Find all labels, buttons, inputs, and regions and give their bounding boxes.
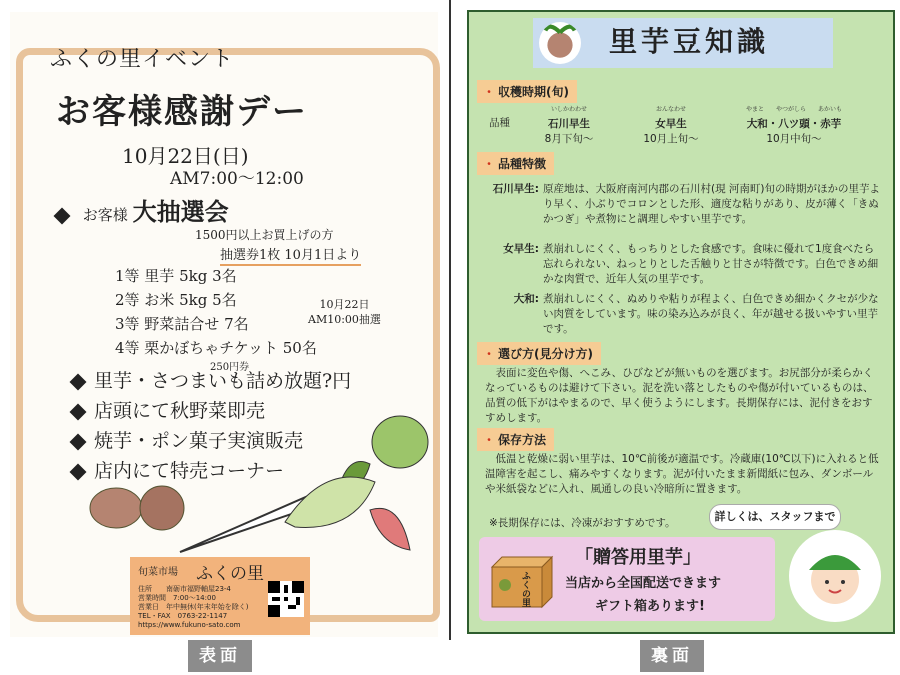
variety-item: おんなわせ 女早生 10月上旬〜 (643, 106, 699, 145)
variety-item: やまと やつがしら あかいも 大和・八ツ頭・赤芋 10月中旬〜 (745, 106, 842, 145)
section-choose-heading: ・ 選び方(見分け方) (477, 342, 601, 365)
taro-character-icon (539, 22, 581, 64)
gift-line2: ギフト箱あります! (595, 599, 705, 614)
feature-text: 原産地は、大阪府南河内郡の石川村(現 河南町)旬の時期がほかの里芋より早く、小ぶりでコロンとした形、適度な粘りがあり、皮が薄く「きぬかつぎ」や煮物にと調理しやすい里芋です。 (543, 183, 881, 225)
vegetable-illustration (70, 412, 430, 562)
back-flyer (467, 10, 895, 634)
feature-name: 石川早生: (492, 183, 539, 195)
draw-time: AM10:00抽選 (308, 313, 381, 326)
section-features-heading: ・ 品種特徴 (477, 152, 554, 175)
prize-item: 4等 栗かぼちゃチケット 50名 (115, 339, 317, 357)
shop-type: 旬菜市場 (138, 567, 178, 578)
cabbage-icon (372, 416, 428, 468)
prize-item: 3等 野菜詰合せ 7名 (115, 315, 249, 333)
variety-item: いしかわわせ 石川早生 8月下旬〜 (544, 106, 594, 145)
shop-info-box (130, 557, 310, 635)
event-title: お客様感謝デー (56, 92, 308, 132)
staff-speech-bubble: 詳しくは、スタッフまで (709, 504, 841, 530)
feature-text: 煮崩れしにくく、ぬめりや粘りが程よく、白色できめ細かくクセが少ない肉質をしています。味の染み込みが良く、年が越せる扱いやすい里芋です。 (543, 293, 879, 335)
event-item: 焼芋・ポン菓子実演販売 (72, 426, 351, 456)
prize4-note: 250円券 (210, 362, 250, 373)
event-item: 店内にて特売コーナー (72, 456, 351, 486)
event-item: 里芋・さつまいも詰め放題?円 (72, 366, 351, 396)
draw-date: 10月22日 (319, 298, 370, 311)
front-label: 表面 (188, 640, 252, 672)
front-flyer (10, 12, 438, 637)
draw-schedule (308, 297, 381, 327)
event-time: AM7:00〜12:00 (170, 169, 304, 189)
section-storage-heading: ・ 保存方法 (477, 428, 554, 451)
feature-name: 大和: (513, 293, 539, 305)
event-item: 店頭にて秋野菜即売 (72, 396, 351, 426)
potato-icon (90, 488, 142, 528)
divider (449, 0, 451, 640)
gift-box-label: ふくの里 (520, 571, 530, 607)
variety-label: 品種 (489, 117, 510, 129)
gift-line1: 当店から全国配送できます (565, 576, 722, 591)
diamond-bullet-icon (54, 208, 71, 225)
feature-text: 煮崩れしにくく、もっちりとした食感です。食味に優れて1度食べたら忘れられない、ねっとりとした舌触りと甘さが特徴です。白色できめ細かな肉質で、近年人気の里芋です。 (543, 243, 879, 285)
event-name: ふくの里イベント (50, 47, 235, 72)
bullet-dot-icon: ・ (483, 347, 496, 361)
storage-note: ※長期保存には、冷凍がおすすめです。 (489, 517, 676, 529)
bullet-dot-icon: ・ (483, 157, 496, 171)
prize-item: 2等 お米 5kg 5名 (115, 291, 237, 309)
storage-text: 低温と乾燥に弱い里芋は、10℃前後が適温です。冷蔵庫(10℃以下)に入れると低温障害を起こし、痛みやすくなります。泥が付いたまま新聞紙に包み、ダンボールや米紙袋などに入れ、風通しの良い冷暗所に置きます。 (485, 453, 879, 495)
prize-list (115, 264, 317, 360)
shop-details: 住所 南砺市福野軸屋23-4 営業時間 7:00〜14:00 営業日 年中無休(年末年始を除く) TEL・FAX 0763-22-1147 https://www.fukuno-sato.com (138, 585, 249, 629)
lottery-heading (56, 192, 229, 227)
choose-text: 表面に変色や傷、へこみ、ひびなどが無いものを選びます。お尻部分が柔らかくなっているものは避けて下さい。泥を洗い落としたものや傷が付いているものは、品質の低下がはやまるので、早く使うようにします。長期保存には、泥付きをおすすめします。 (485, 367, 874, 424)
prize-item: 1等 里芋 5kg 3名 (115, 267, 237, 285)
lottery-ticket: 抽選券1枚 10月1日より (220, 244, 361, 266)
event-date: 10月22日(日) (122, 144, 249, 168)
bullet-dot-icon: ・ (483, 85, 496, 99)
diamond-bullet-icon (70, 374, 87, 391)
shop-name: ふくの里 (196, 564, 264, 584)
feature-name: 女早生: (503, 243, 539, 255)
sweet-potato-icon (370, 508, 410, 550)
back-label: 裏面 (640, 640, 704, 672)
potato-icon (140, 486, 184, 530)
gift-title: 「贈答用里芋」 (575, 547, 701, 568)
back-title: 里芋豆知識 (609, 25, 770, 58)
staff-avatar-icon (789, 530, 881, 622)
lottery-condition: 1500円以上お買上げの方 (195, 228, 334, 242)
bullet-dot-icon: ・ (483, 433, 496, 447)
section-harvest-heading: ・ 収穫時期(旬) (477, 80, 577, 103)
qr-code-icon (268, 581, 304, 617)
lottery-prefix: お客様 (82, 206, 128, 224)
gift-banner (479, 537, 775, 621)
lottery-name: 大抽選会 (132, 197, 229, 226)
